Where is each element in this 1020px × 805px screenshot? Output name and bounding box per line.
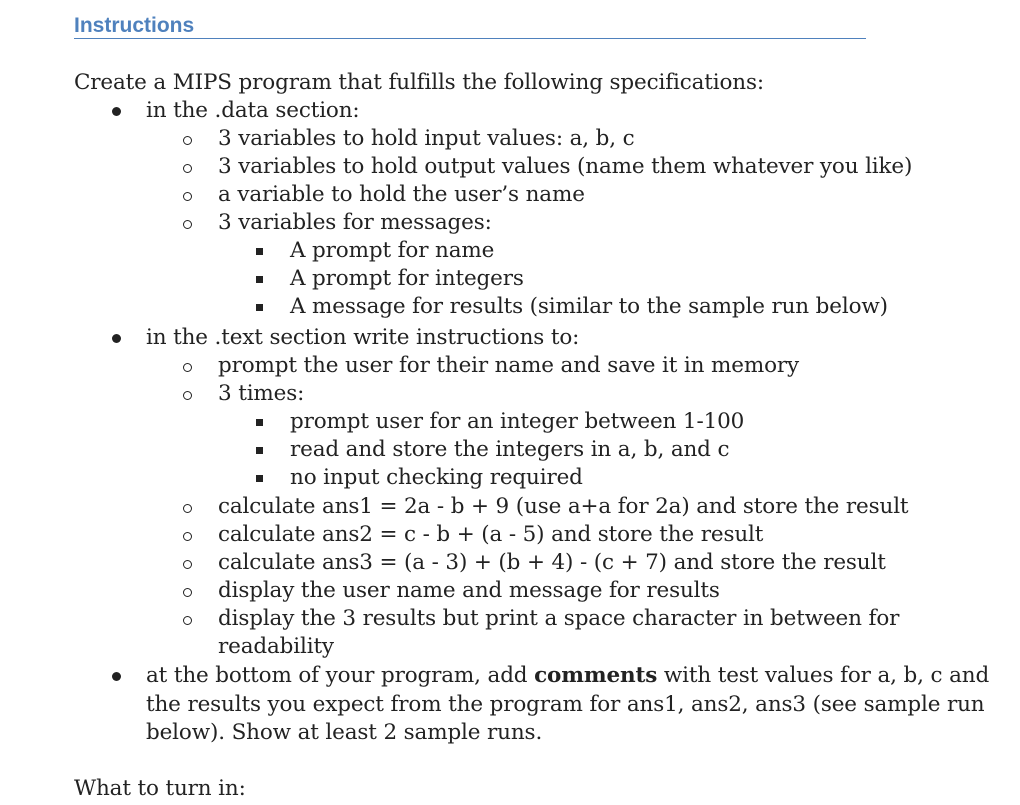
- bullet-icon: [112, 672, 121, 681]
- section-heading: Instructions: [74, 14, 866, 39]
- square-bullet-icon: [256, 304, 263, 311]
- text-section-label: in the .text section write instructions to:: [146, 325, 580, 350]
- list-item: display the user name and message for results: [218, 578, 720, 603]
- list-item: A message for results (similar to the sample run below): [290, 294, 888, 319]
- comments-prefix: at the bottom of your program, add: [146, 663, 535, 688]
- list-item: calculate ans1 = 2a - b + 9 (use a+a for 2a) and store the result: [218, 494, 909, 519]
- comments-line-3: below). Show at least 2 sample runs.: [146, 720, 543, 745]
- circle-bullet-icon: [183, 588, 192, 597]
- circle-bullet-icon: [183, 164, 192, 173]
- circle-bullet-icon: [183, 363, 192, 372]
- square-bullet-icon: [256, 475, 263, 482]
- comments-suffix: with test values for a, b, c and: [657, 663, 990, 688]
- intro-text: Create a MIPS program that fulfills the following specifications:: [74, 70, 764, 95]
- list-item: A prompt for name: [290, 238, 495, 263]
- circle-bullet-icon: [183, 136, 192, 145]
- circle-bullet-icon: [183, 391, 192, 400]
- list-item: display the 3 results but print a space character in between for: [218, 606, 900, 631]
- bullet-icon: [112, 334, 121, 343]
- list-item: prompt the user for their name and save it in memory: [218, 353, 799, 378]
- data-section-label: in the .data section:: [146, 98, 360, 123]
- bullet-icon: [112, 107, 121, 116]
- circle-bullet-icon: [183, 220, 192, 229]
- list-item: a variable to hold the user’s name: [218, 182, 585, 207]
- comments-bold-keyword: comments: [534, 663, 658, 688]
- comments-line-2: the results you expect from the program for ans1, ans2, ans3 (see sample run: [146, 692, 985, 717]
- list-item: 3 variables to hold input values: a, b, c: [218, 126, 635, 151]
- turn-in-heading: What to turn in:: [74, 776, 246, 801]
- list-item: prompt user for an integer between 1-100: [290, 409, 745, 434]
- list-item: calculate ans3 = (a - 3) + (b + 4) - (c + 7) and store the result: [218, 550, 886, 575]
- square-bullet-icon: [256, 276, 263, 283]
- list-item: no input checking required: [290, 465, 583, 490]
- circle-bullet-icon: [183, 616, 192, 625]
- list-item: A prompt for integers: [290, 266, 524, 291]
- circle-bullet-icon: [183, 532, 192, 541]
- list-item: calculate ans2 = c - b + (a - 5) and store the result: [218, 522, 764, 547]
- square-bullet-icon: [256, 447, 263, 454]
- comments-instruction: [146, 662, 989, 690]
- square-bullet-icon: [256, 419, 263, 426]
- list-item: 3 variables for messages:: [218, 210, 492, 235]
- list-item: 3 variables to hold output values (name them whatever you like): [218, 154, 913, 179]
- square-bullet-icon: [256, 248, 263, 255]
- list-item: 3 times:: [218, 381, 305, 406]
- list-item: read and store the integers in a, b, and c: [290, 437, 730, 462]
- list-item-continuation: readability: [218, 634, 334, 659]
- circle-bullet-icon: [183, 504, 192, 513]
- circle-bullet-icon: [183, 560, 192, 569]
- circle-bullet-icon: [183, 192, 192, 201]
